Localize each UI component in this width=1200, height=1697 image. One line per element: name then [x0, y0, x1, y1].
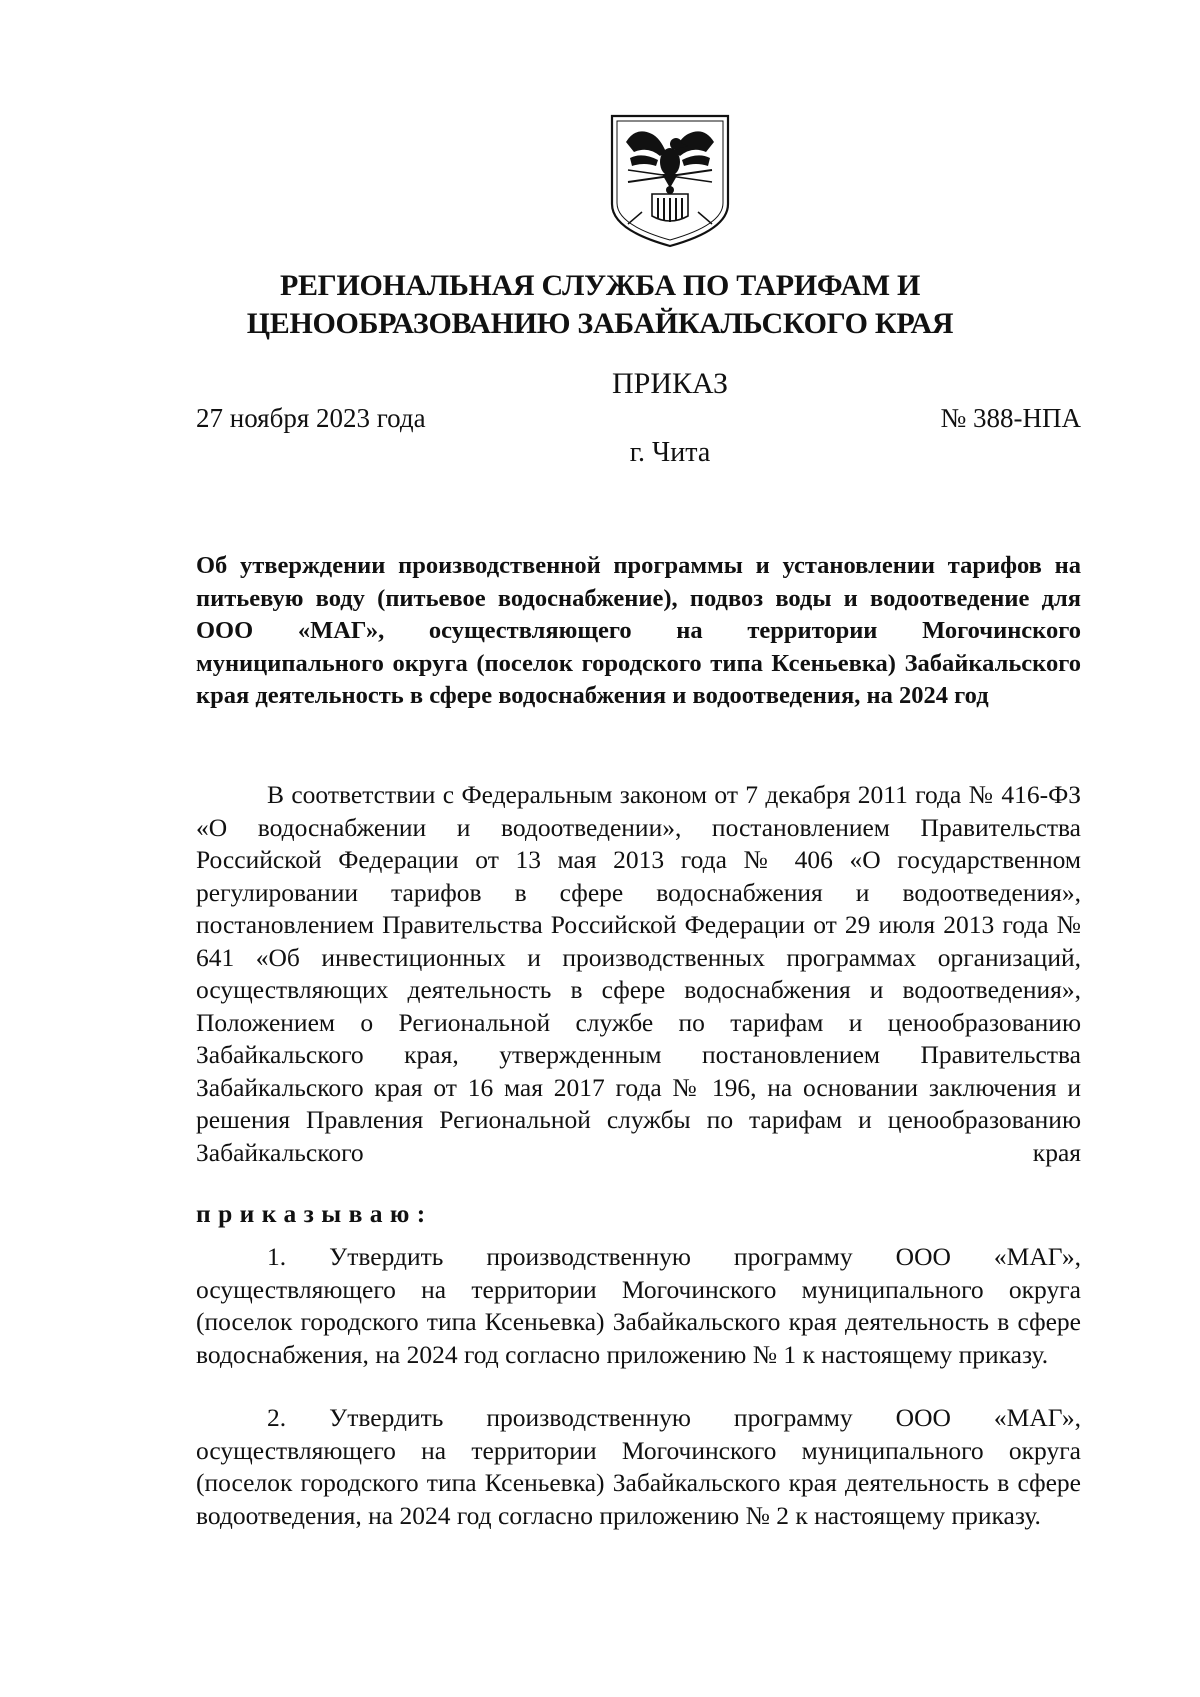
- order-word: приказываю:: [196, 1199, 433, 1228]
- document-number: № 388-НПА: [940, 403, 1081, 433]
- document-city: г. Чита: [629, 437, 711, 468]
- document-date: 27 ноября 2023 года: [196, 403, 426, 433]
- organization-title: [200, 267, 1000, 343]
- order-item-2: 2. Утвердить производственную программу ООО «МАГ», осуществляющего на территории Могочинского муниципального округа (поселок городского типа Ксеньевка) Забайкальского края деятельность в сфере водоотведения, на 2024 год согласно приложению № 2 к настоящему приказу.: [196, 1403, 1081, 1530]
- order-item-1: 1. Утвердить производственную программу ООО «МАГ», осуществляющего на территории Могочинского муниципального округа (поселок городского типа Ксеньевка) Забайкальского края деятельность в сфере водоснабжения, на 2024 год согласно приложению № 1 к настоящему приказу.: [196, 1242, 1081, 1369]
- coat-of-arms-icon: [608, 112, 732, 250]
- organization-title-line-1: РЕГИОНАЛЬНАЯ СЛУЖБА ПО ТАРИФАМ И: [279, 269, 921, 302]
- document-type: ПРИКАЗ: [612, 367, 728, 400]
- preamble-paragraph: В соответствии с Федеральным законом от 7 декабря 2011 года № 416-ФЗ «О водоснабжении и водоотведении», постановлением Правительства Российской Федерации от 13 мая 2013 года № 406 «О государственном регулировании тарифов в сфере водоснабжения и водоотведения», постановлением Правительства Российской Федерации от 29 июля 2013 года № 641 «Об инвестиционных и производственных программах организаций, осуществляющих деятельность в сфере водоснабжения и водоотведения», Положением о Региональной службе по тарифам и ценообразованию Забайкальского края, утвержденным постановлением Правительства Забайкальского края от 16 мая 2017 года № 196, на основании заключения и решения Правления Региональной службы по тарифам и ценообразованию Забайкальского края: [196, 780, 1081, 1167]
- document-subject: Об утверждении производственной программы и установлении тарифов на питьевую воду (питьевое водоснабжение), подвоз воды и водоотведение для ООО «МАГ», осуществляющего на территории Могочинского муниципального округа (поселок городского типа Ксеньевка) Забайкальского края деятельность в сфере водоснабжения и водоотведения, на 2024 год: [196, 552, 1081, 709]
- organization-title-line-2: ЦЕНООБРАЗОВАНИЮ ЗАБАЙКАЛЬСКОГО КРАЯ: [246, 307, 954, 340]
